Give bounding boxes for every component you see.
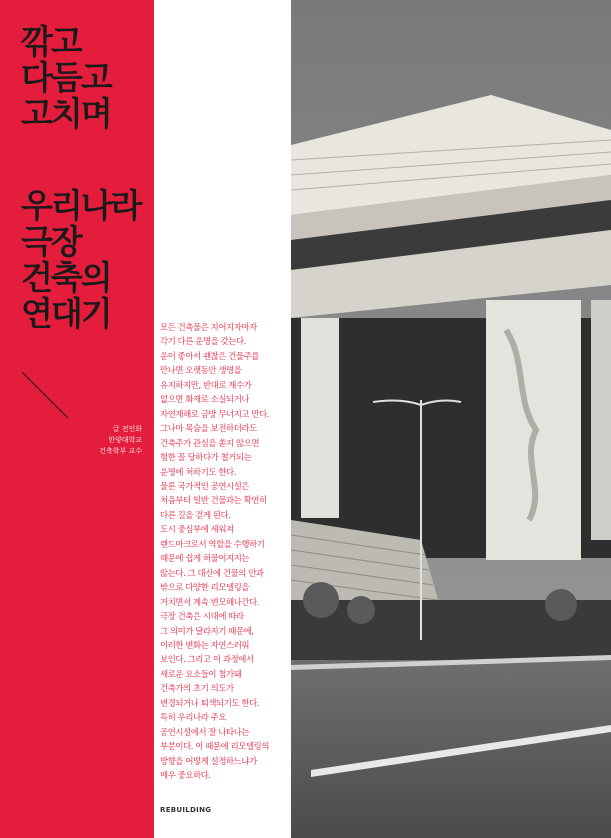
credit-line: 한양대학교 xyxy=(108,436,142,444)
body-line: 그나마 목숨을 보전하더라도 xyxy=(160,423,257,434)
body-line: 물론 국가적인 공연시설은 xyxy=(160,480,250,491)
title-line: 우리나라 xyxy=(21,186,141,225)
body-line: 보인다. 그리고 이 과정에서 xyxy=(160,654,254,665)
credit-line: 글 전인화 xyxy=(112,425,142,433)
body-line: 자연재해로 금방 무너지고 만다. xyxy=(160,408,270,419)
theater-building-photo xyxy=(291,0,611,838)
body-line: 건축가의 초기 의도가 xyxy=(160,683,234,694)
body-line: 없으면 화재로 소실되거나 xyxy=(160,394,250,405)
body-line: 극장 건축은 시대에 따라 xyxy=(160,611,244,622)
body-line: 새로운 요소들이 첨가돼 xyxy=(160,668,242,679)
title-line: 깎고 xyxy=(21,22,81,61)
body-line: 유지하지만, 반대로 재수가 xyxy=(160,379,252,390)
body-line: 건축주가 관심을 쏟지 않으면 xyxy=(160,437,260,448)
section-label: REBUILDING xyxy=(160,806,212,814)
body-line: 랜드마크로서 역할을 수행하기 xyxy=(160,538,265,549)
body-line: 각기 다른 운명을 갖는다. xyxy=(160,336,246,347)
body-line: 도시 중심부에 세워져 xyxy=(160,524,234,535)
body-line: 만나면 오랫동안 생명을 xyxy=(160,365,242,376)
body-line: 모든 건축물은 지어지자마자 xyxy=(160,322,257,332)
diagonal-rule xyxy=(22,372,72,422)
body-line: 그 의미가 달라지기 때문에, xyxy=(160,625,254,636)
body-line: 운명에 처하기도 한다. xyxy=(160,466,236,477)
title-line: 고치며 xyxy=(21,94,111,133)
body-line: 특히 우리나라 주요 xyxy=(160,712,227,723)
body-line: 때문에 쉽게 허물어지지는 xyxy=(160,553,250,564)
title-line: 연대기 xyxy=(21,294,111,333)
body-line: 매우 중요하다. xyxy=(160,770,211,781)
body-line: 밖으로 다양한 리모델링을 xyxy=(160,582,250,593)
body-line: 거치면서 계속 변모해나간다. xyxy=(160,596,260,607)
credit-line: 건축학부 교수 xyxy=(99,447,142,455)
title-line: 다듬고 xyxy=(21,58,111,97)
body-line: 변경되거나 퇴색되기도 한다. xyxy=(160,697,260,708)
page-title xyxy=(21,24,161,332)
body-line: 운이 좋아서 괜찮은 건물주를 xyxy=(160,350,260,361)
title-gap xyxy=(21,132,161,188)
body-line: 험한 꼴 당하다가 철거되는 xyxy=(160,452,252,463)
body-line: 방향을 어떻게 설정하느냐가 xyxy=(160,755,257,766)
body-line: 않는다. 그 대신에 건물의 안과 xyxy=(160,567,264,578)
title-line: 건축의 xyxy=(21,258,111,297)
body-line: 다른 길을 걷게 된다. xyxy=(160,509,231,520)
body-line: 공연시설에서 잘 나타나는 xyxy=(160,726,250,737)
body-line: 이러한 변화는 자연스러워 xyxy=(160,639,250,650)
author-credit xyxy=(24,424,142,457)
body-line: 부분이다. 이 때문에 리모델링의 xyxy=(160,741,270,752)
body-line: 처음부터 일반 건물과는 확연히 xyxy=(160,495,267,506)
title-line: 극장 xyxy=(21,222,81,261)
article-body xyxy=(160,320,295,783)
